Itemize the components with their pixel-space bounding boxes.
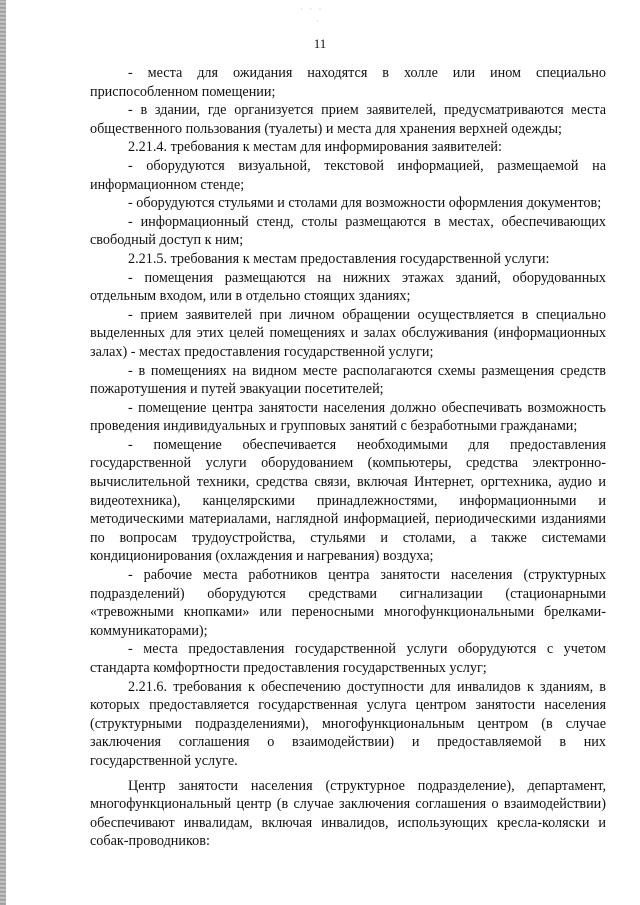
document-body xyxy=(90,64,606,851)
paragraph: Центр занятости населения (структурное подразделение), департамент, многофункциональный центр (в случае заключения соглашения о взаимодействии) обеспечивают инвалидам, включая инвалидов, использующих кресла-коляски и собак-проводников: xyxy=(90,777,606,850)
paragraph: - оборудуются визуальной, текстовой информацией, размещаемой на информационном стенде; xyxy=(90,157,606,193)
paragraph: - информационный стенд, столы размещаются в местах, обеспечивающих свободный доступ к ним; xyxy=(90,213,606,249)
paragraph: - в помещениях на видном месте располагаются схемы размещения средств пожаротушения и путей эвакуации посетителей; xyxy=(90,362,606,398)
section-heading: 2.21.5. требования к местам предоставления государственной услуги: xyxy=(128,250,550,267)
section-heading: 2.21.4. требования к местам для информирования заявителей: xyxy=(128,139,502,156)
scan-speck: · xyxy=(316,16,321,26)
paragraph: - помещение обеспечивается необходимыми для предоставления государственной услуги оборудованием (компьютеры, средства электронно-вычислительной техники, средства связи, включая Интернет, оргтехника, аудио и видеотехника), канцелярскими принадлежностями, информационными и методическими материалами, наглядной информацией, периодическими изданиями по вопросам трудоустройства, стульями и столами, а также системами кондиционирования (охлаждения и нагревания) воздуха; xyxy=(90,436,606,565)
paragraph: - места предоставления государственной услуги оборудуются с учетом стандарта комфортности предоставления государственных услуг; xyxy=(90,641,606,676)
paragraph: - места для ожидания находятся в холле или ином специально приспособленном помещении; xyxy=(90,65,606,100)
scan-edge xyxy=(0,0,6,905)
paragraph: - помещения размещаются на нижних этажах зданий, оборудованных отдельным входом, или в отдельно стоящих зданиях; xyxy=(90,269,606,305)
section-heading: 2.21.6. требования к обеспечению доступности для инвалидов к зданиям, в которых предоставляется государственная услуга центром занятости населения (структурными подразделениями), многофункциональным центром (в случае заключения соглашения о взаимодействии) и предоставляемой в них государственной услуге. xyxy=(90,678,606,769)
paragraph: - прием заявителей при личном обращении осуществляется в специально выделенных для этих целей помещениях и залах обслуживания (информационных залах) - местах предоставления государственной услуги; xyxy=(90,306,606,360)
paragraph: - помещение центра занятости населения должно обеспечивать возможность проведения индивидуальных и групповых занятий с безработными гражданами; xyxy=(90,399,606,435)
paragraph: - рабочие места работников центра занятости населения (структурных подразделений) оборудуются средствами сигнализации (стационарными «тревожными кнопками» или переносными многофункциональными брелками-коммуникаторами); xyxy=(90,567,606,639)
page-number: 11 xyxy=(313,36,327,51)
scan-speck: · · · xyxy=(300,4,324,14)
paragraph: - в здании, где организуется прием заявителей, предусматриваются места общественного пользования (туалеты) и места для хранения верхней одежды; xyxy=(90,102,606,137)
paragraph: - оборудуются стульями и столами для возможности оформления документов; xyxy=(128,195,602,212)
